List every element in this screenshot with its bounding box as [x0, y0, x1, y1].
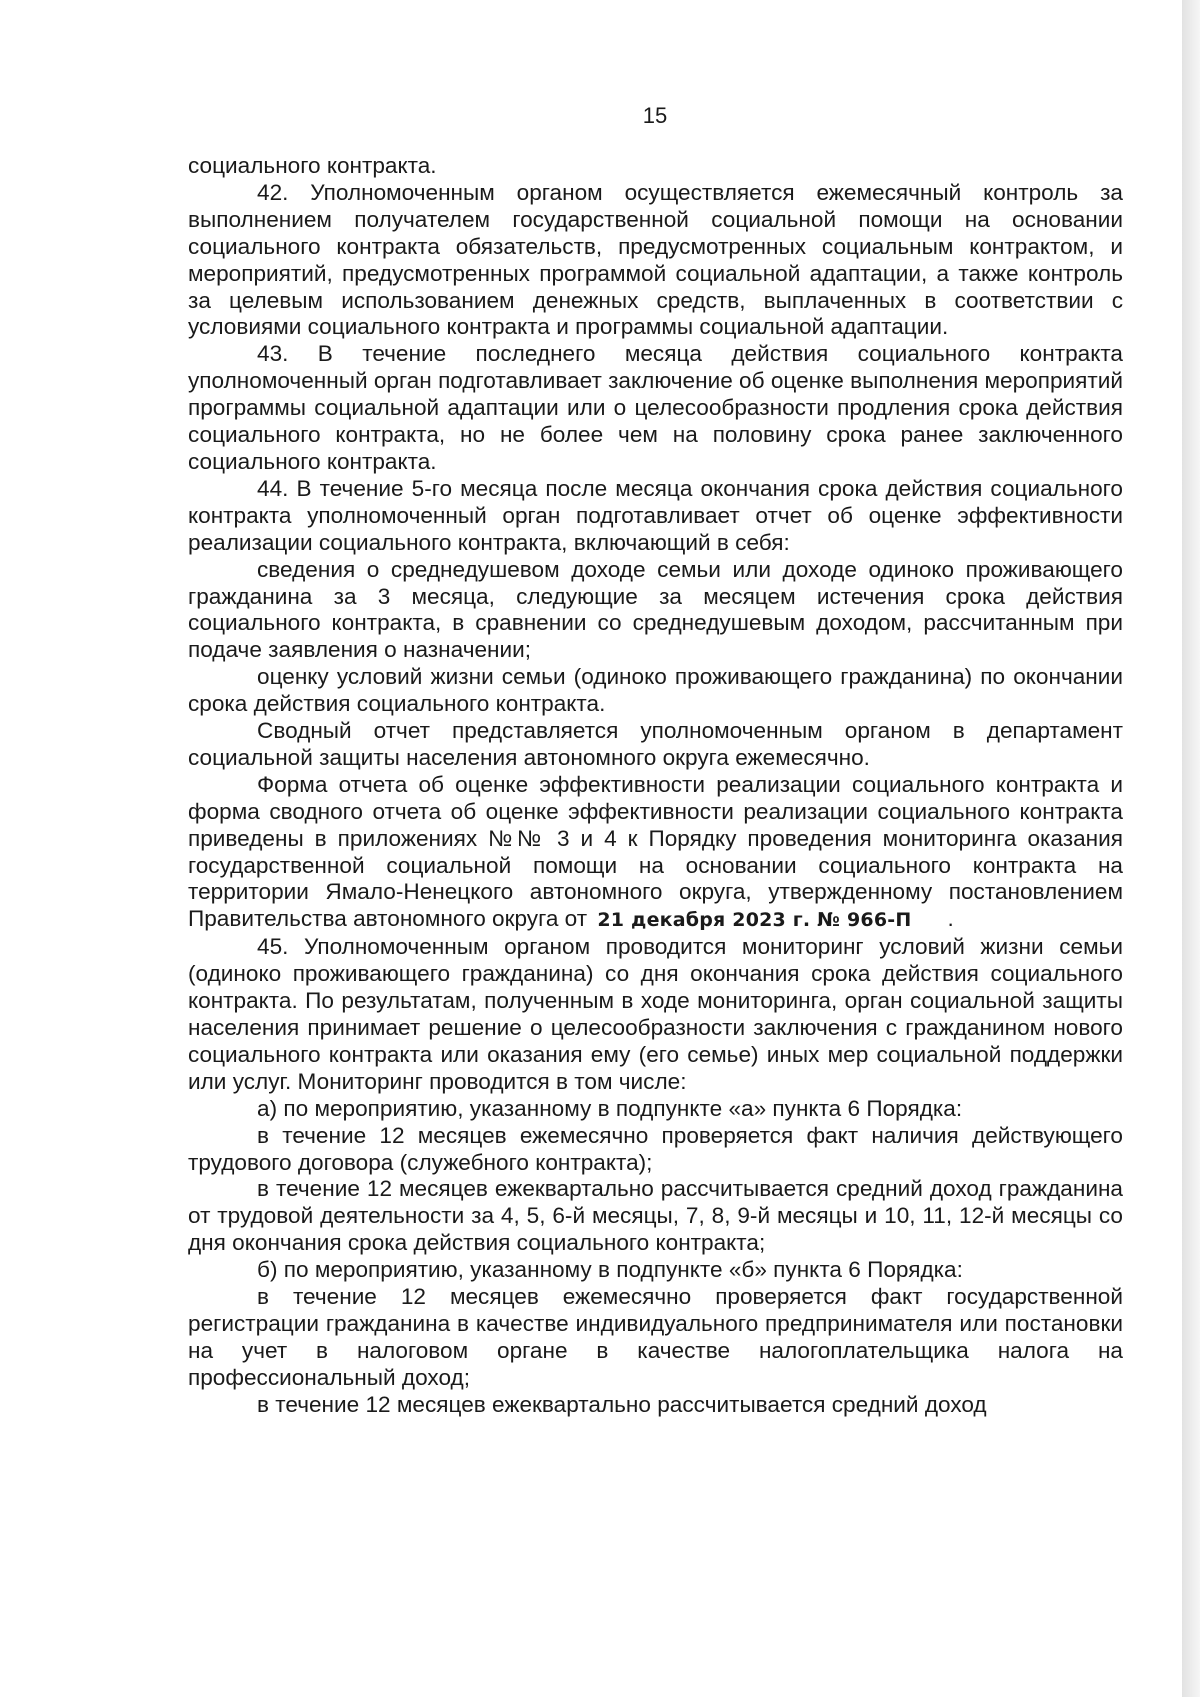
page-number: 15 — [642, 103, 668, 128]
paragraph-42: 42. Уполномоченным органом осуществляется ежемесячный контроль за выполнением получателем государственной социальной помощи на основании социального контракта обязательств, предусмотренных социальным контрактом, и мероприятий, предусмотренных программой социальной адаптации, а также контроль за целевым использованием денежных средств, выплаченных в соответствии с условиями социального контракта и программы социальной адаптации. — [188, 179, 1123, 340]
paragraph-43: 43. В течение последнего месяца действия социального контракта уполномоченный орган подготавливает заключение об оценке выполнения мероприятий программы социальной адаптации или о целесообразности продления срока действия социального контракта, но не более чем на половину срока ранее заключенного социального контракта. — [188, 341, 1123, 474]
paragraph-45-a-monthly: в течение 12 месяцев ежемесячно проверяется факт наличия действующего трудового договора (служебного контракта); — [188, 1122, 1123, 1175]
stamp-tail: . — [947, 906, 954, 932]
paragraph-45-item-b: б) по мероприятию, указанному в подпункте «б» пункта 6 Порядка: — [257, 1257, 963, 1283]
paragraph-45-item-a: а) по мероприятию, указанному в подпункте «а» пункта 6 Порядка: — [257, 1095, 963, 1121]
paragraph-summary-report: Сводный отчет представляется уполномоченным органом в департамент социальной защиты населения автономного округа ежемесячно. — [188, 718, 1123, 770]
resolution-stamp: 21 декабря 2023 г. № 966-П — [597, 909, 912, 932]
paragraph-45-b-quarterly: в течение 12 месяцев ежеквартально рассчитывается средний доход — [257, 1391, 987, 1417]
page-edge-shadow — [1182, 0, 1200, 1697]
paragraph-45-a-quarterly: в течение 12 месяцев ежеквартально рассчитывается средний доход гражданина от трудовой деятельности за 4, 5, 6-й месяцы, 7, 8, 9-й месяцы и 10, 11, 12-й месяцы со дня окончания срока действия социального контракта; — [188, 1176, 1123, 1256]
paragraph-continuation: социального контракта. — [188, 153, 437, 178]
paragraph-44-living-conditions: оценку условий жизни семьи (одиноко проживающего гражданина) по окончании срока действия социального контракта. — [188, 664, 1123, 717]
report-form-text: Форма отчета об оценке эффективности реализации социального контракта и форма сводного отчета об оценке эффективности реализации социального контракта приведены в приложениях №№ 3 и 4 к Порядку проведения мониторинга оказания государственной социальной помощи на основании социального контракта на территории Ямало-Ненецкого автономного округа, утвержденному постановлением Правительства автономного округа от — [188, 771, 1123, 932]
paragraph-45: 45. Уполномоченным органом проводится мониторинг условий жизни семьи (одиноко проживающего гражданина) со дня окончания срока действия социального контракта. По результатам, полученным в ходе мониторинга, орган социальной защиты населения принимает решение о целесообразности заключения с гражданином нового социального контракта или оказания ему (его семье) иных мер социальной поддержки или услуг. Мониторинг проводится в том числе: — [188, 934, 1123, 1094]
paragraph-45-b-monthly: в течение 12 месяцев ежемесячно проверяется факт государственной регистрации гражданина в качестве индивидуального предпринимателя или постановки на учет в налоговом органе в качестве налогоплательщика налога на профессиональный доход; — [188, 1284, 1123, 1390]
paragraph-report-form — [188, 772, 1123, 934]
paragraph-44: 44. В течение 5-го месяца после месяца окончания срока действия социального контракта уполномоченный орган подготавливает отчет об оценке эффективности реализации социального контракта, включающий в себя: — [188, 475, 1123, 555]
paragraph-44-income-info: сведения о среднедушевом доходе семьи или доходе одиноко проживающего гражданина за 3 месяца, следующие за месяцем истечения срока действия социального контракта, в сравнении со среднедушевым доходом, рассчитанным при подаче заявления о назначении; — [188, 556, 1123, 663]
document-body — [188, 153, 1123, 1419]
